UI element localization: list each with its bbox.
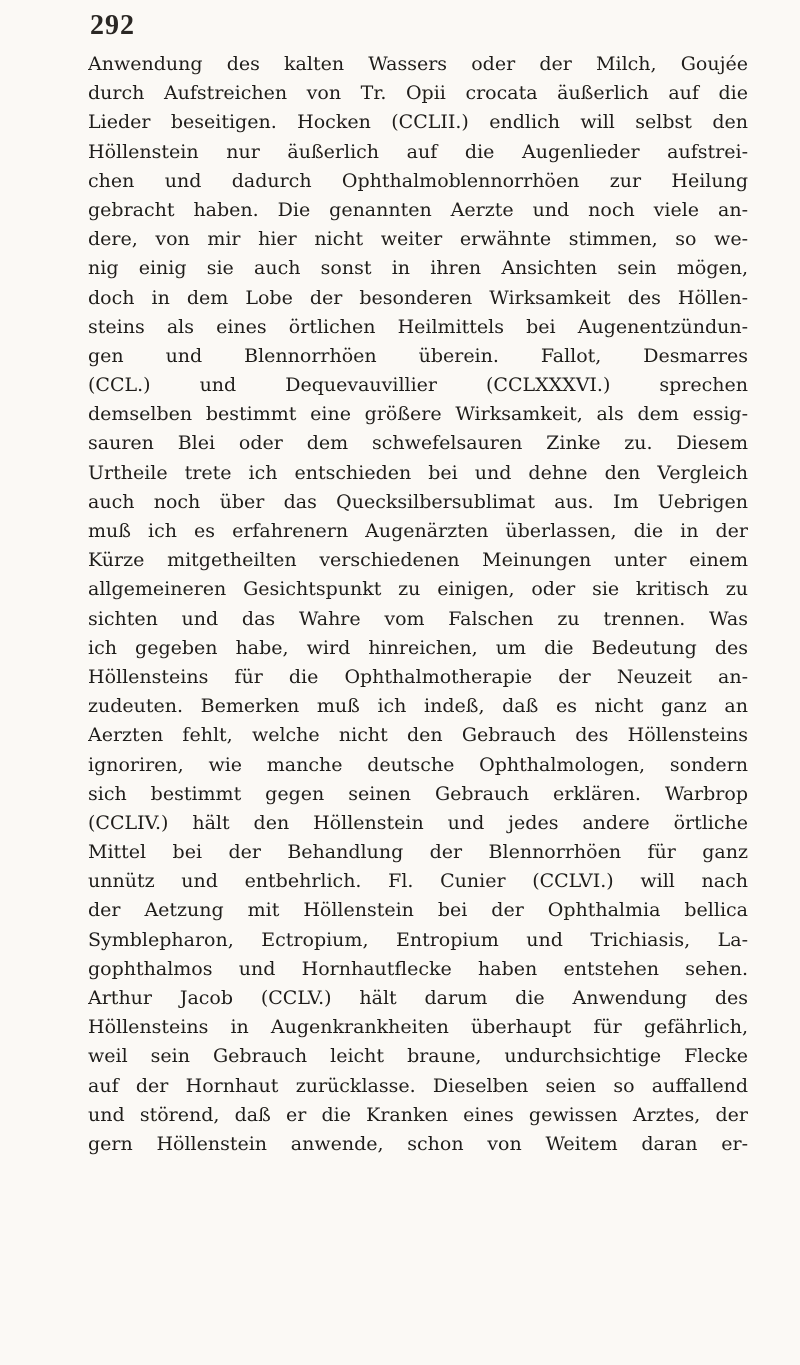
text-line: Lieder beseitigen. Hocken (CCLII.) endlich will selbst den	[88, 111, 748, 134]
text-line: chen und dadurch Ophthalmoblennorrhöen zur Heilung	[88, 169, 748, 192]
text-line: Höllenstein nur äußerlich auf die Augenlieder aufstrei-	[88, 140, 748, 163]
text-line: unnütz und entbehrlich. Fl. Cunier (CCLVI.) will nach	[88, 870, 748, 893]
text-line: demselben bestimmt eine größere Wirksamkeit, als dem essig-	[88, 403, 748, 426]
text-line: (CCL.) und Dequevauvillier (CCLXXXVI.) sprechen	[88, 374, 748, 397]
text-line: Kürze mitgetheilten verschiedenen Meinungen unter einem	[88, 549, 748, 572]
text-line: gern Höllenstein anwende, schon von Weitem daran er-	[88, 1132, 748, 1155]
text-line: und störend, daß er die Kranken eines gewissen Arztes, der	[88, 1103, 748, 1126]
text-line: Höllensteins in Augenkrankheiten überhaupt für gefährlich,	[88, 1016, 748, 1039]
text-line: sauren Blei oder dem schwefelsauren Zinke zu. Diesem	[88, 432, 748, 455]
text-line: nig einig sie auch sonst in ihren Ansichten sein mögen,	[88, 257, 748, 280]
body-text	[88, 50, 748, 1159]
text-line: ignoriren, wie manche deutsche Ophthalmologen, sondern	[88, 753, 748, 776]
text-line: Symblepharon, Ectropium, Entropium und Trichiasis, La-	[88, 928, 748, 951]
text-line: Höllensteins für die Ophthalmotherapie der Neuzeit an-	[88, 665, 748, 688]
text-line: durch Aufstreichen von Tr. Opii crocata äußerlich auf die	[88, 82, 748, 105]
text-line: Anwendung des kalten Wassers oder der Milch, Goujée	[88, 53, 748, 75]
text-line: Urtheile trete ich entschieden bei und dehne den Vergleich	[88, 461, 748, 484]
text-line: auf der Hornhaut zurücklasse. Dieselben seien so auffallend	[88, 1074, 748, 1097]
text-line: gophthalmos und Hornhautflecke haben entstehen sehen.	[88, 957, 748, 980]
text-line: gebracht haben. Die genannten Aerzte und noch viele an-	[88, 198, 748, 221]
text-line: ich gegeben habe, wird hinreichen, um die Bedeutung des	[88, 636, 748, 659]
text-line: auch noch über das Quecksilbersublimat aus. Im Uebrigen	[88, 490, 748, 513]
text-line: weil sein Gebrauch leicht braune, undurchsichtige Flecke	[88, 1045, 748, 1068]
text-line: sichten und das Wahre vom Falschen zu trennen. Was	[88, 607, 748, 630]
text-line: dere, von mir hier nicht weiter erwähnte stimmen, so we-	[88, 228, 748, 251]
text-line: steins als eines örtlichen Heilmittels bei Augenentzündun-	[88, 315, 748, 338]
text-line: (CCLIV.) hält den Höllenstein und jedes andere örtliche	[88, 811, 748, 834]
text-line: Arthur Jacob (CCLV.) hält darum die Anwendung des	[88, 987, 748, 1009]
text-line: Aerzten fehlt, welche nicht den Gebrauch des Höllensteins	[88, 724, 748, 747]
text-line: doch in dem Lobe der besonderen Wirksamkeit des Höllen-	[88, 286, 748, 309]
text-line: Mittel bei der Behandlung der Blennorrhöen für ganz	[88, 841, 748, 864]
text-line: muß ich es erfahrenern Augenärzten überlassen, die in der	[88, 520, 748, 542]
text-line: allgemeineren Gesichtspunkt zu einigen, oder sie kritisch zu	[88, 578, 748, 601]
text-line: gen und Blennorrhöen überein. Fallot, Desmarres	[88, 344, 748, 367]
text-line: der Aetzung mit Höllenstein bei der Ophthalmia bellica	[88, 899, 748, 922]
page-number: 292	[90, 10, 135, 41]
text-line: sich bestimmt gegen seinen Gebrauch erklären. Warbrop	[88, 782, 748, 805]
text-line: zudeuten. Bemerken muß ich indeß, daß es nicht ganz an	[88, 695, 748, 718]
